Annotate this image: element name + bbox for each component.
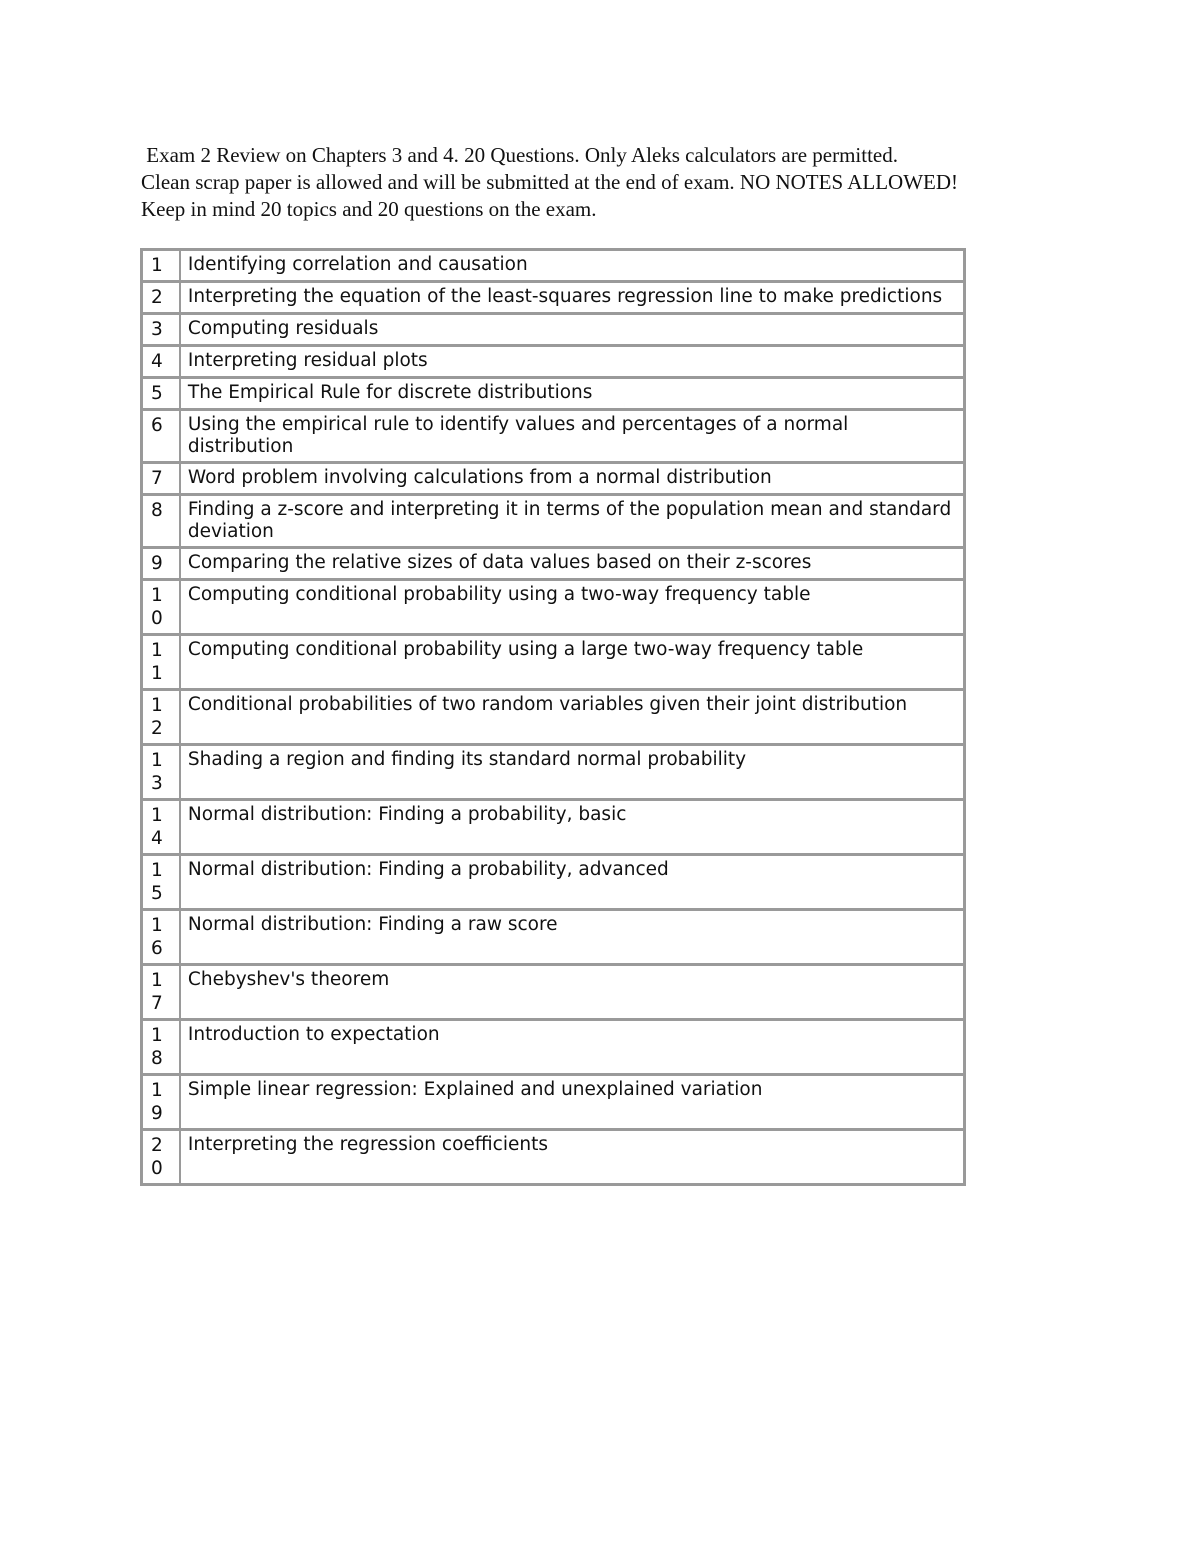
topic-text: Chebyshev's theorem [180,965,964,1020]
topic-text: Normal distribution: Finding a probability, basic [180,800,964,855]
topic-number: 7 [142,463,180,495]
topic-number: 8 [142,495,180,548]
topic-number: 13 [142,745,180,800]
instructions-line-3: Keep in mind 20 topics and 20 questions on the exam. [141,197,597,221]
table-row [142,463,964,495]
topic-number: 19 [142,1075,180,1130]
topic-number: 16 [142,910,180,965]
table-row [142,965,964,1020]
table-row [142,495,964,548]
table-row [142,1130,964,1184]
table-row [142,745,964,800]
topic-number: 6 [142,410,180,463]
table-row [142,314,964,346]
exam-instructions [141,142,1101,223]
table-row [142,1020,964,1075]
topic-number: 11 [142,635,180,690]
topic-number: 12 [142,690,180,745]
table-row [142,910,964,965]
table-row [142,1075,964,1130]
topic-text: Conditional probabilities of two random variables given their joint distribution [180,690,964,745]
table-row [142,410,964,463]
topic-number: 9 [142,548,180,580]
table-row [142,282,964,314]
topic-text: Comparing the relative sizes of data values based on their z-scores [180,548,964,580]
topic-text: Finding a z-score and interpreting it in terms of the population mean and standard deviation [180,495,964,548]
topic-text: Identifying correlation and causation [180,250,964,282]
topic-number: 2 [142,282,180,314]
topic-number: 20 [142,1130,180,1184]
topic-text: Computing residuals [180,314,964,346]
table-row [142,346,964,378]
instructions-line-2: Clean scrap paper is allowed and will be submitted at the end of exam. NO NOTES ALLOWED! [141,170,959,194]
topic-text: Introduction to expectation [180,1020,964,1075]
table-row [142,378,964,410]
topic-text: Computing conditional probability using a two-way frequency table [180,580,964,635]
table-row [142,690,964,745]
topic-number: 3 [142,314,180,346]
table-row [142,635,964,690]
table-row [142,250,964,282]
topic-number: 10 [142,580,180,635]
topic-number: 5 [142,378,180,410]
topic-text: Normal distribution: Finding a probability, advanced [180,855,964,910]
topic-text: Simple linear regression: Explained and unexplained variation [180,1075,964,1130]
topic-text: Word problem involving calculations from a normal distribution [180,463,964,495]
topic-number: 1 [142,250,180,282]
table-row [142,800,964,855]
table-row [142,580,964,635]
topic-text: Normal distribution: Finding a raw score [180,910,964,965]
topic-text: The Empirical Rule for discrete distributions [180,378,964,410]
topic-number: 17 [142,965,180,1020]
topic-number: 14 [142,800,180,855]
topic-number: 15 [142,855,180,910]
topic-text: Computing conditional probability using a large two-way frequency table [180,635,964,690]
topic-text: Shading a region and finding its standard normal probability [180,745,964,800]
topic-text: Interpreting the regression coefficients [180,1130,964,1184]
topic-number: 18 [142,1020,180,1075]
exam-topics-table [140,248,966,1186]
instructions-line-1: Exam 2 Review on Chapters 3 and 4. 20 Questions. Only Aleks calculators are permitted. [141,143,898,167]
topic-text: Using the empirical rule to identify values and percentages of a normal distribution [180,410,964,463]
topic-number: 4 [142,346,180,378]
table-row [142,548,964,580]
table-row [142,855,964,910]
topic-text: Interpreting the equation of the least-squares regression line to make predictions [180,282,964,314]
topic-text: Interpreting residual plots [180,346,964,378]
